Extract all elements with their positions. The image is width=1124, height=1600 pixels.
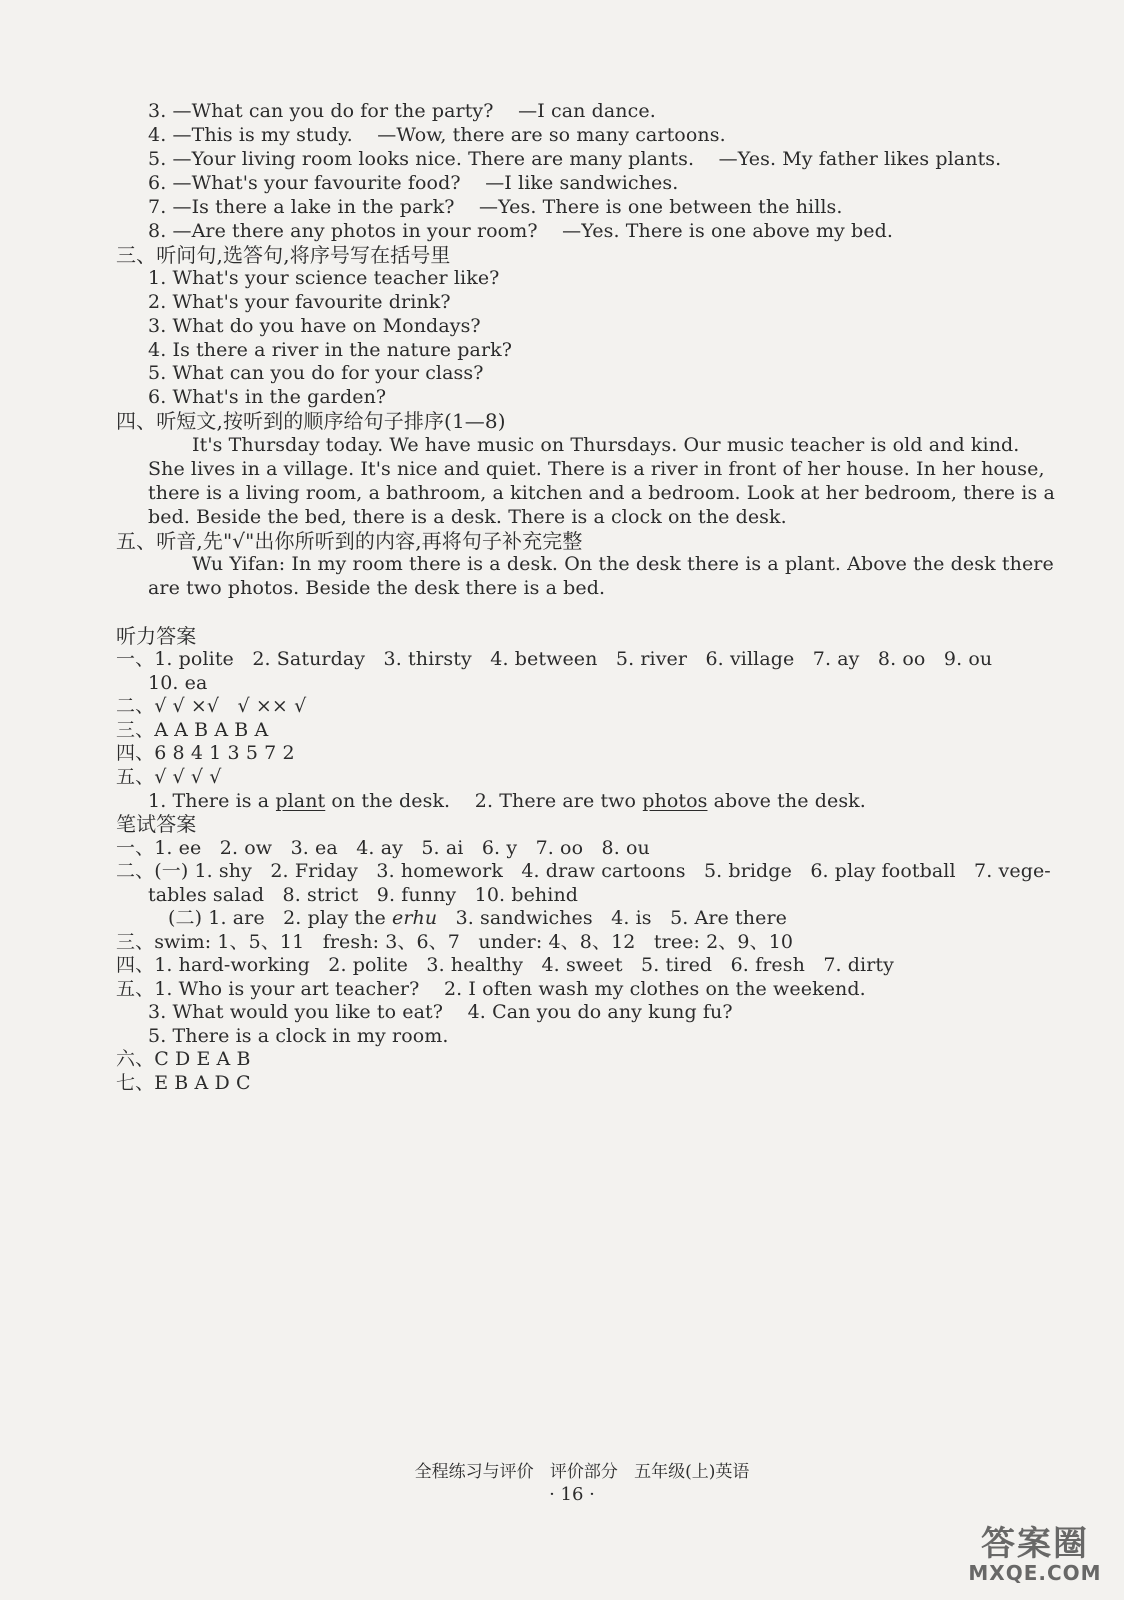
script-line: 6. —What's your favourite food? —I like sandwiches. (148, 172, 679, 194)
answer-line: 3. What would you like to eat? 4. Can you do any kung fu? (148, 1001, 733, 1023)
section-heading: 四、听短文,按听到的顺序给句子排序(1—8) (116, 409, 506, 433)
passage-line: there is a living room, a bathroom, a kitchen and a bedroom. Look at her bedroom, there is a (148, 482, 1055, 504)
answer-line: 六、C D E A B (116, 1048, 251, 1070)
watermark-url: MXQE.COM (968, 1561, 1102, 1585)
answer-line: 一、1. polite 2. Saturday 3. thirsty 4. between 5. river 6. village 7. ay 8. oo 9. ou (116, 648, 993, 670)
site-watermark (960, 1520, 1110, 1590)
answer-line: tables salad 8. strict 9. funny 10. behind (148, 884, 579, 906)
answer-text: 1. There is a (148, 790, 276, 812)
answer-line: 一、1. ee 2. ow 3. ea 4. ay 5. ai 6. y 7. oo 8. ou (116, 837, 650, 859)
answers-heading: 笔试答案 (116, 812, 197, 836)
page-number: · 16 · (549, 1484, 595, 1505)
question-item: 1. What's your science teacher like? (148, 267, 500, 289)
answer-line: 七、E B A D C (116, 1072, 251, 1094)
script-line: 8. —Are there any photos in your room? —Yes. There is one above my bed. (148, 220, 894, 242)
answer-line: 五、1. Who is your art teacher? 2. I often wash my clothes on the weekend. (116, 978, 866, 1000)
answer-line (148, 789, 866, 813)
answer-line (168, 906, 787, 930)
script-line: 5. —Your living room looks nice. There are many plants. —Yes. My father likes plants. (148, 148, 1002, 170)
answer-line: 三、swim: 1、5、11 fresh: 3、6、7 under: 4、8、12 tree: 2、9、10 (116, 931, 794, 953)
answer-line: 二、(一) 1. shy 2. Friday 3. homework 4. draw cartoons 5. bridge 6. play football 7. vege- (116, 860, 1051, 882)
answers-heading: 听力答案 (116, 624, 197, 648)
passage-line: Wu Yifan: In my room there is a desk. On the desk there is a plant. Above the desk there (192, 553, 1054, 575)
script-line: 4. —This is my study. —Wow, there are so many cartoons. (148, 124, 726, 146)
question-item: 6. What's in the garden? (148, 386, 387, 408)
script-line: 3. —What can you do for the party? —I can dance. (148, 100, 656, 122)
question-item: 3. What do you have on Mondays? (148, 315, 481, 337)
answer-line: 5. There is a clock in my room. (148, 1025, 449, 1047)
italic-answer: erhu (391, 907, 438, 929)
answer-text: (二) 1. are 2. play the (168, 907, 392, 929)
passage-line: are two photos. Beside the desk there is a bed. (148, 577, 606, 599)
answer-line: 五、√ √ √ √ (116, 766, 222, 788)
answer-text: on the desk. 2. There are two (325, 790, 643, 812)
passage-line: It's Thursday today. We have music on Thursdays. Our music teacher is old and kind. (192, 434, 1020, 456)
answer-line: 二、√ √ ×√ √ ×× √ (116, 695, 307, 717)
answer-line: 10. ea (148, 672, 208, 694)
question-item: 2. What's your favourite drink? (148, 291, 451, 313)
script-line: 7. —Is there a lake in the park? —Yes. There is one between the hills. (148, 196, 843, 218)
question-item: 4. Is there a river in the nature park? (148, 339, 513, 361)
answer-line: 三、A A B A B A (116, 719, 269, 741)
section-heading: 三、听问句,选答句,将序号写在括号里 (116, 243, 451, 267)
underlined-answer: photos (642, 790, 708, 812)
question-item: 5. What can you do for your class? (148, 362, 484, 384)
passage-line: She lives in a village. It's nice and quiet. There is a river in front of her house. In her house, (148, 458, 1045, 480)
passage-line: bed. Beside the bed, there is a desk. There is a clock on the desk. (148, 506, 787, 528)
answer-line: 四、6 8 4 1 3 5 7 2 (116, 742, 295, 764)
answer-text: 3. sandwiches 4. is 5. Are there (437, 907, 787, 929)
answer-line: 四、1. hard-working 2. polite 3. healthy 4. sweet 5. tired 6. fresh 7. dirty (116, 954, 894, 976)
watermark-logo-text: 答案圈 (981, 1524, 1089, 1564)
footer-title: 全程练习与评价 评价部分 五年级(上)英语 (414, 1462, 750, 1482)
underlined-answer: plant (275, 790, 326, 812)
answer-text: above the desk. (707, 790, 866, 812)
section-heading: 五、听音,先"√"出你所听到的内容,再将句子补充完整 (116, 529, 583, 553)
